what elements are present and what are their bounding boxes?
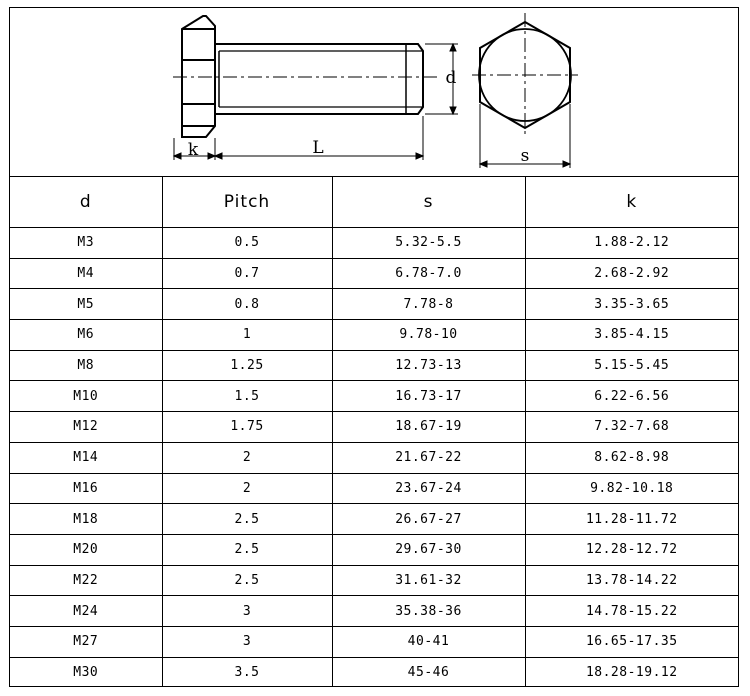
cell-pitch: 2.5 (162, 504, 332, 535)
hex-bolt-drawing (10, 8, 738, 177)
cell-k: 13.78-14.22 (525, 565, 738, 596)
header-k: k (525, 176, 738, 228)
s-dimension-label: s (520, 146, 530, 166)
cell-pitch: 0.7 (162, 258, 332, 289)
cell-d: M8 (10, 350, 162, 381)
table-row (10, 412, 738, 443)
cell-k: 12.28-12.72 (525, 534, 738, 565)
cell-s: 26.67-27 (332, 504, 525, 535)
cell-k: 18.28-19.12 (525, 657, 738, 687)
cell-k: 5.15-5.45 (525, 350, 738, 381)
cell-d: M4 (10, 258, 162, 289)
cell-s: 7.78-8 (332, 289, 525, 320)
cell-pitch: 2.5 (162, 534, 332, 565)
diameter-dimension-label: d (445, 68, 457, 88)
cell-pitch: 0.8 (162, 289, 332, 320)
cell-k: 6.22-6.56 (525, 381, 738, 412)
cell-d: M22 (10, 565, 162, 596)
spec-sheet (9, 7, 739, 687)
table-row (10, 473, 738, 504)
cell-s: 45-46 (332, 657, 525, 687)
table-row (10, 289, 738, 320)
cell-s: 31.61-32 (332, 565, 525, 596)
cell-pitch: 3 (162, 596, 332, 627)
cell-pitch: 2 (162, 473, 332, 504)
cell-d: M3 (10, 228, 162, 259)
header-pitch: Pitch (162, 176, 332, 228)
cell-d: M24 (10, 596, 162, 627)
table-row (10, 228, 738, 259)
cell-k: 2.68-2.92 (525, 258, 738, 289)
bolt-diagram (10, 8, 738, 176)
cell-pitch: 1.5 (162, 381, 332, 412)
bolt-spec-table (10, 176, 738, 687)
table-row (10, 381, 738, 412)
cell-pitch: 3 (162, 626, 332, 657)
cell-s: 9.78-10 (332, 320, 525, 351)
cell-d: M30 (10, 657, 162, 687)
cell-pitch: 0.5 (162, 228, 332, 259)
cell-pitch: 2 (162, 442, 332, 473)
table-row (10, 657, 738, 687)
cell-k: 7.32-7.68 (525, 412, 738, 443)
cell-s: 6.78-7.0 (332, 258, 525, 289)
header-s: s (332, 176, 525, 228)
cell-pitch: 1 (162, 320, 332, 351)
cell-d: M27 (10, 626, 162, 657)
cell-d: M20 (10, 534, 162, 565)
table-row (10, 565, 738, 596)
cell-k: 3.35-3.65 (525, 289, 738, 320)
cell-k: 3.85-4.15 (525, 320, 738, 351)
cell-s: 23.67-24 (332, 473, 525, 504)
cell-pitch: 2.5 (162, 565, 332, 596)
cell-k: 8.62-8.98 (525, 442, 738, 473)
cell-s: 18.67-19 (332, 412, 525, 443)
cell-d: M10 (10, 381, 162, 412)
table-row (10, 350, 738, 381)
cell-pitch: 1.75 (162, 412, 332, 443)
cell-s: 5.32-5.5 (332, 228, 525, 259)
bolt-shank-outline (215, 44, 423, 114)
k-dimension-label: k (187, 140, 199, 160)
cell-d: M18 (10, 504, 162, 535)
table-header-row (10, 176, 738, 228)
table-row (10, 504, 738, 535)
table-row (10, 596, 738, 627)
cell-pitch: 3.5 (162, 657, 332, 687)
table-row (10, 320, 738, 351)
table-row (10, 258, 738, 289)
cell-d: M14 (10, 442, 162, 473)
table-row (10, 442, 738, 473)
header-d: d (10, 176, 162, 228)
cell-k: 1.88-2.12 (525, 228, 738, 259)
cell-d: M16 (10, 473, 162, 504)
length-dimension-label: L (312, 138, 324, 158)
cell-s: 12.73-13 (332, 350, 525, 381)
cell-k: 14.78-15.22 (525, 596, 738, 627)
cell-s: 16.73-17 (332, 381, 525, 412)
cell-k: 11.28-11.72 (525, 504, 738, 535)
cell-s: 21.67-22 (332, 442, 525, 473)
cell-d: M6 (10, 320, 162, 351)
table-row (10, 534, 738, 565)
cell-k: 16.65-17.35 (525, 626, 738, 657)
cell-d: M5 (10, 289, 162, 320)
cell-pitch: 1.25 (162, 350, 332, 381)
cell-k: 9.82-10.18 (525, 473, 738, 504)
cell-s: 40-41 (332, 626, 525, 657)
cell-d: M12 (10, 412, 162, 443)
table-row (10, 626, 738, 657)
cell-s: 35.38-36 (332, 596, 525, 627)
cell-s: 29.67-30 (332, 534, 525, 565)
